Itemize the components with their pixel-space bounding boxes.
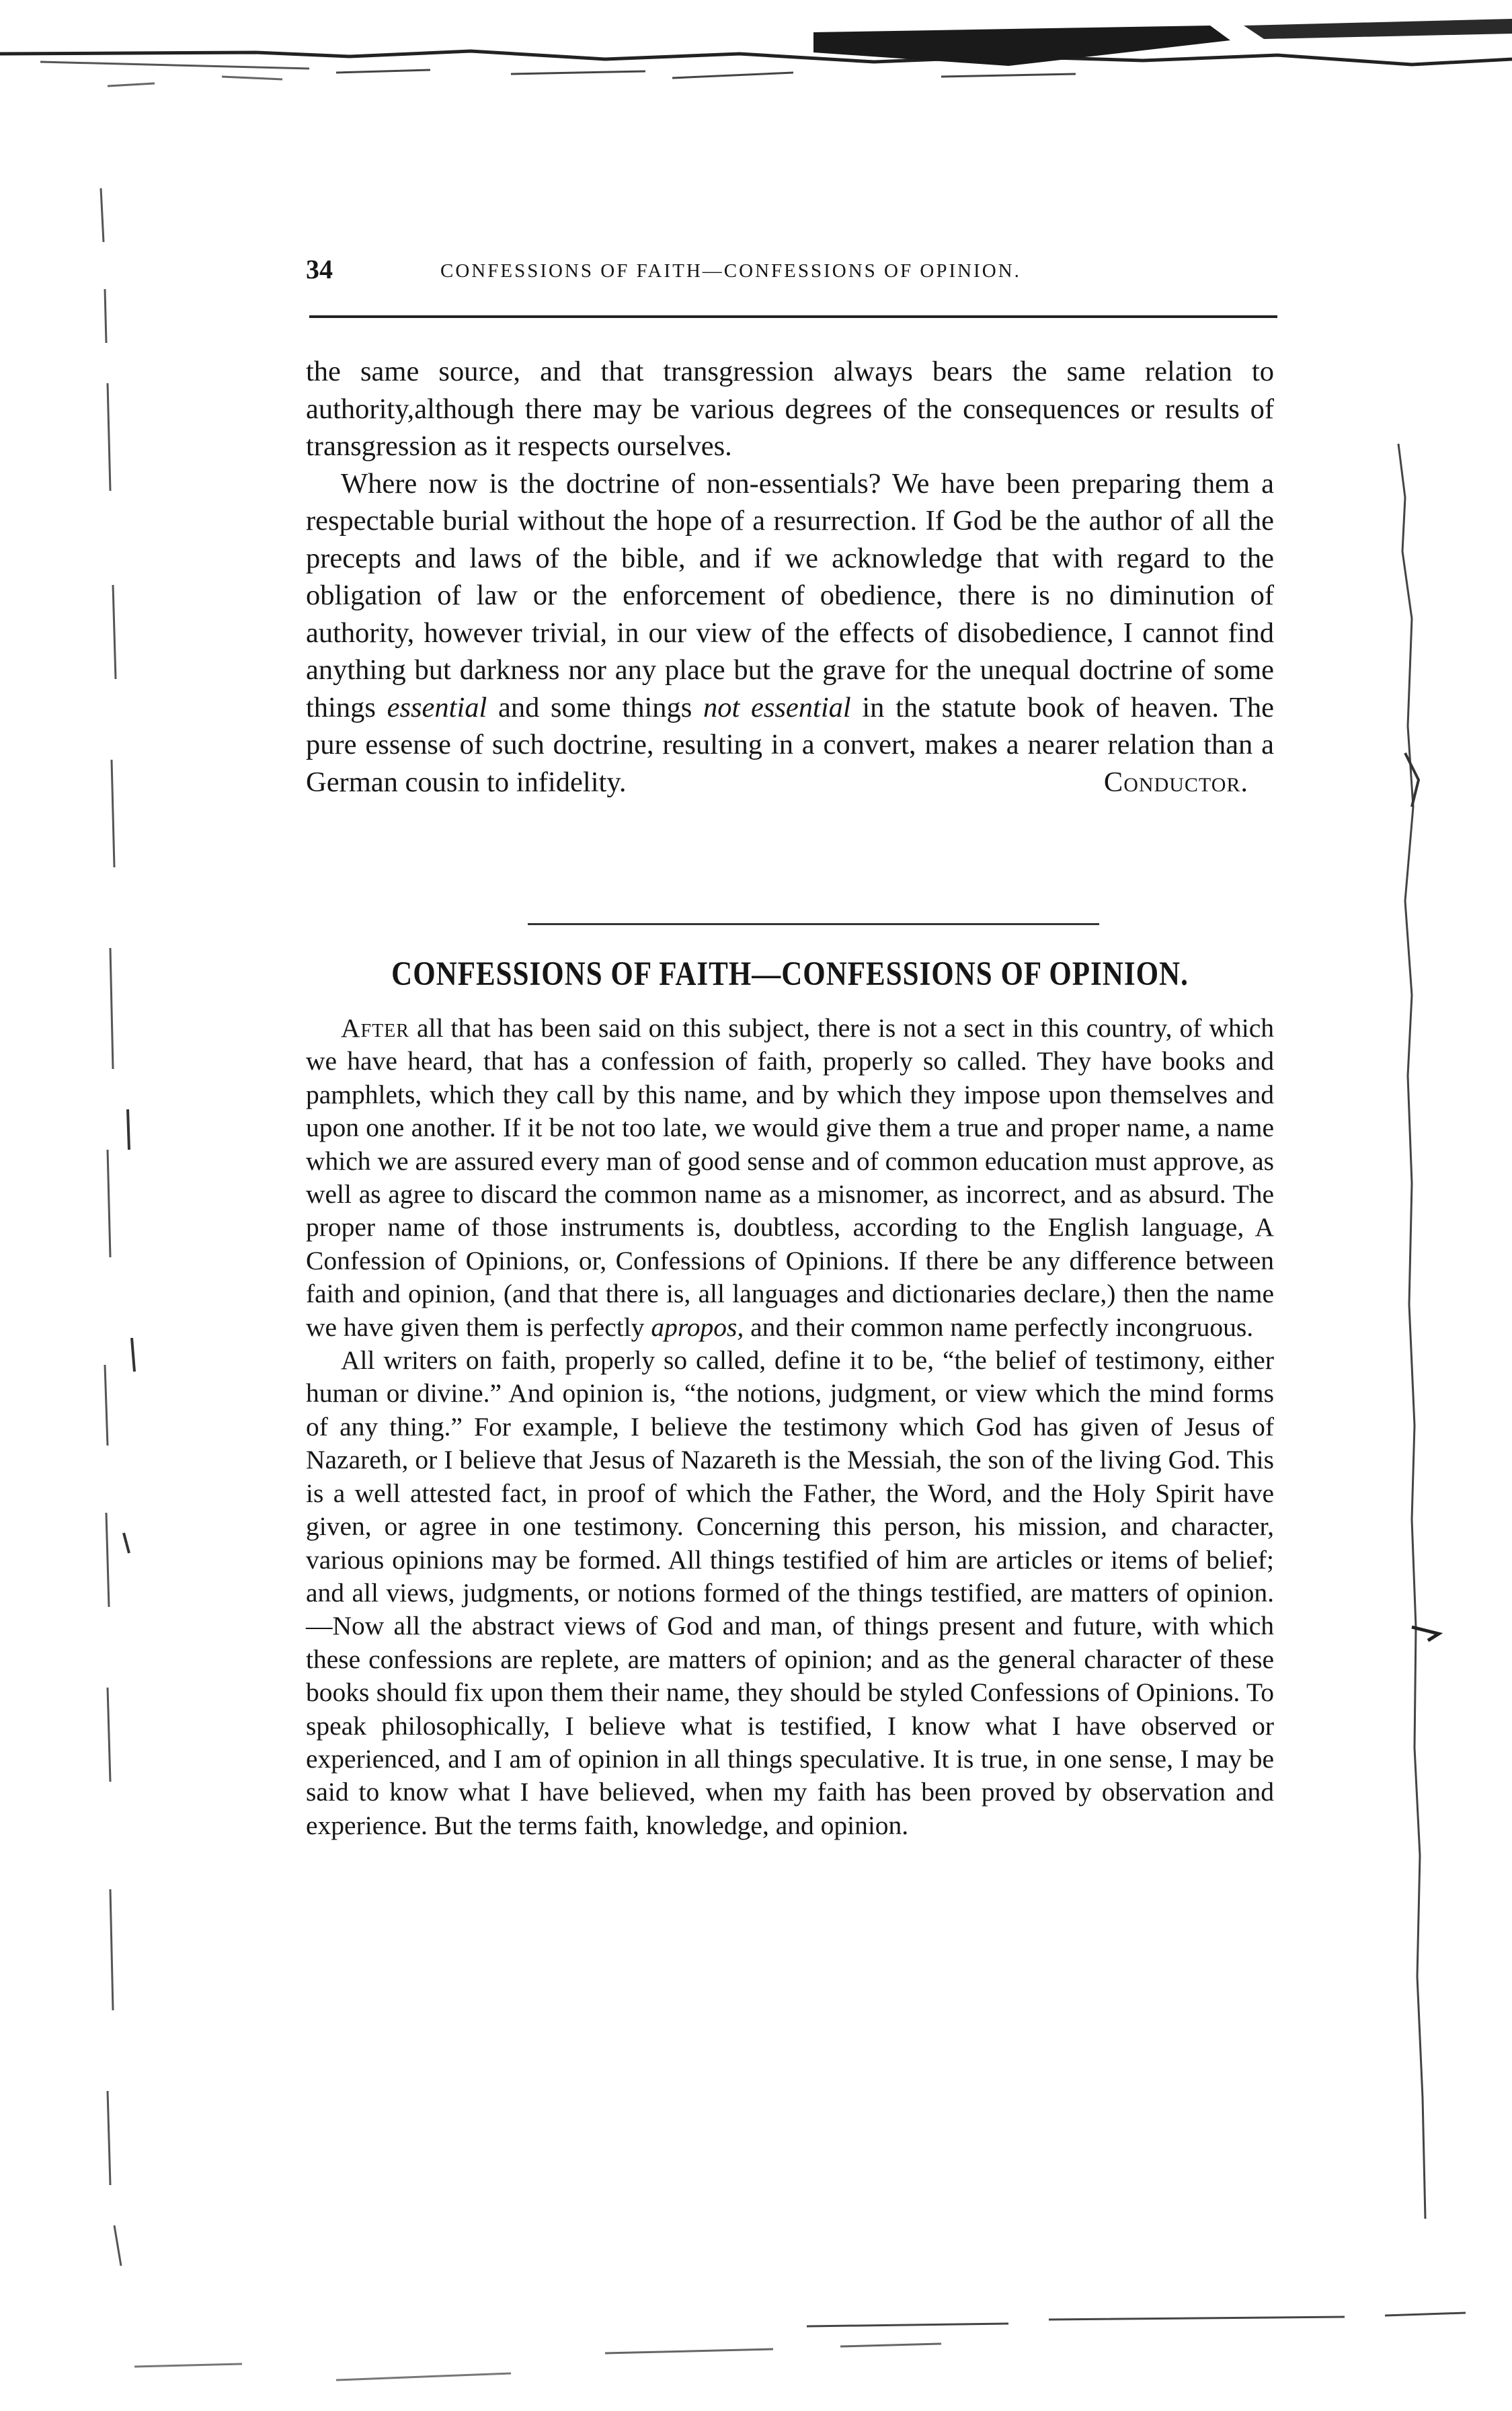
signature-conductor: Conductor.	[1103, 766, 1248, 798]
italic-not-essential: not essential	[703, 691, 851, 723]
section-paragraph-1-b: and their common name perfectly incongruous.	[750, 1312, 1254, 1342]
prior-article-paragraph-2	[306, 465, 1274, 801]
section-body	[306, 1012, 1274, 1842]
prior-article-text	[306, 353, 1274, 801]
prior-article-paragraph-1: the same source, and that transgression always bears the same relation to authority,although there may be various degrees of the consequences or results of transgression as it respects ourselves.	[306, 356, 1274, 462]
page-number: 34	[306, 254, 333, 284]
italic-essential: essential	[387, 691, 487, 723]
lead-word: After	[341, 1013, 409, 1043]
italic-apropos: apropos,	[651, 1312, 744, 1342]
section-paragraph-2: All writers on faith, properly so called, define it to be, “the belief of testimony, either human or divine.” And opinion is, “the notions, judgment, or view which the mind forms of any thing.” For example, I believe the testimony which God has given of Jesus of Nazareth, or I believe that Jesus of Nazareth is the Messiah, the son of the living God. This is a well attested fact, in proof of which the Father, the Word, and the Holy Spirit have given, or agree in one testimony. Concerning this person, his mission, and character, various opinions may be formed. All things testified of him are articles or items of belief; and all views, judgments, or notions formed of the things testified, are matters of opinion.—Now all the abstract views of God and man, of things present and future, with which these confessions are replete, are matters of opinion; and as the general character of these books should fix upon them their name, they should be styled Confessions of Opinions. To speak philosophically, I believe what is testified, I know what I have observed or experienced, and I am of opinion in all things speculative. It is true, in one sense, I may be said to know what I have believed, when my faith has been proved by observation and experience. But the terms faith, knowledge, and opinion.	[306, 1345, 1274, 1840]
section-paragraph-1	[306, 1012, 1274, 1344]
section-paragraph-1-a: all that has been said on this subject, there is not a sect in this country, of which we have heard, that has a confession of faith, properly so called. They have books and pamphlets, which they call by this name, and by which they impose upon themselves and upon one another. If it be not too late, we would give them a true and proper name, a name which we are assured every man of good sense and of common education must approve, as well as agree to discard the common name as a misnomer, as incorrect, and as absurd. The proper name of those instruments is, doubtless, according to the English language, A Confession of Opinions, or, Confessions of Opinions. If there be any difference between faith and opinion, (and that there is, all languages and dictionaries declare,) then the name we have given them is perfectly	[306, 1013, 1274, 1342]
scan-edge-bottom	[0, 2299, 1512, 2407]
running-head	[306, 245, 1287, 299]
scan-edge-top	[0, 12, 1512, 113]
prior-article-paragraph-2-start: Where now is the doctrine of non-essentials? We have been preparing them a respectable burial without the hope of a resurrection. If God be the author of all the precepts and laws of the bible, and if we acknowledge that with regard to the obligation of law or the enforcement of obedience, there is no diminution of authority, however trivial, in our view of the effects of disobedience, I cannot find anything but darkness nor any place but the grave for the unequal doctrine of some things	[306, 467, 1274, 723]
header-rule	[309, 315, 1277, 318]
prior-article-paragraph-2-mid: and some things	[498, 691, 692, 723]
scan-edge-right	[1385, 377, 1493, 2326]
book-page	[306, 245, 1287, 1840]
running-head-title: CONFESSIONS OF FAITH—CONFESSIONS OF OPINION.	[440, 260, 1021, 282]
scan-edge-left	[81, 168, 155, 2387]
section-title: CONFESSIONS OF FAITH—CONFESSIONS OF OPINION.	[391, 955, 1189, 993]
section-divider	[528, 923, 1099, 925]
prior-article-paragraph-2-end: in the statute book of heaven. The pure essense of such doctrine, resulting in a convert, makes a nearer relation than a German cousin to infidelity.	[306, 691, 1274, 798]
